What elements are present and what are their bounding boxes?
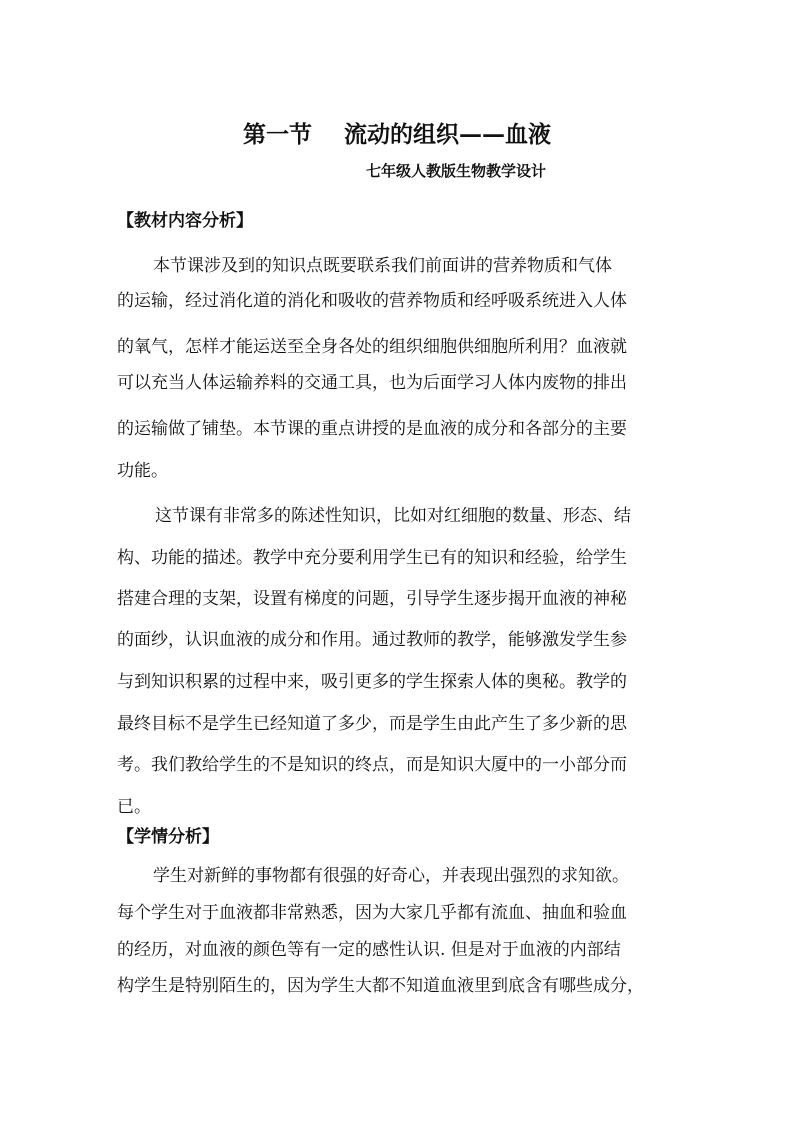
paragraph-line: 可以充当人体运输养料的交通工具，也为后面学习人体内废物的排出 bbox=[117, 373, 627, 393]
paragraph-line: 学生对新鲜的事物都有很强的好奇心，并表现出强烈的求知欲。 bbox=[153, 866, 629, 886]
paragraph-line: 的运输做了铺垫。本节课的重点讲授的是血液的成分和各部分的主要 bbox=[117, 419, 627, 439]
paragraph-line: 本节课涉及到的知识点既要联系我们前面讲的营养物质和气体 bbox=[153, 256, 612, 276]
section-heading-textbook-analysis: 【教材内容分析】 bbox=[117, 211, 253, 231]
paragraph-line: 的运输，经过消化道的消化和吸收的营养物质和经呼吸系统进入人体 bbox=[117, 291, 627, 311]
document-title: 第一节 流动的组织——血液 bbox=[242, 121, 552, 148]
paragraph-line: 与到知识积累的过程中来，吸引更多的学生探索人体的奥秘。教学的 bbox=[117, 672, 627, 692]
paragraph-line: 功能。 bbox=[117, 461, 168, 481]
paragraph-line: 构、功能的描述。教学中充分要利用学生已有的知识和经验，给学生 bbox=[117, 548, 627, 568]
paragraph-line: 搭建合理的支架，设置有梯度的问题，引导学生逐步揭开血液的神秘 bbox=[117, 589, 627, 609]
paragraph-line: 考。我们教给学生的不是知识的终点，而是知识大厦中的一小部分而 bbox=[117, 755, 627, 775]
section-heading-student-analysis: 【学情分析】 bbox=[117, 827, 219, 847]
paragraph-line: 的经历，对血液的颜色等有一定的感性认识. 但是对于血液的内部结 bbox=[117, 940, 621, 960]
paragraph-line: 的氧气，怎样才能运送至全身各处的组织细胞供细胞所利用？血液就 bbox=[117, 337, 627, 357]
paragraph-line: 构学生是特别陌生的，因为学生大都不知道血液里到底含有哪些成分， bbox=[117, 976, 644, 996]
paragraph-line: 每个学生对于血液都非常熟悉，因为大家几乎都有流血、抽血和验血 bbox=[117, 903, 627, 923]
paragraph-line: 最终目标不是学生已经知道了多少，而是学生由此产生了多少新的思 bbox=[117, 714, 627, 734]
paragraph-line: 已。 bbox=[117, 797, 151, 817]
paragraph-line: 这节课有非常多的陈述性知识，比如对红细胞的数量、形态、结 bbox=[155, 506, 631, 526]
document-subtitle: 七年级人教版生物教学设计 bbox=[366, 162, 547, 180]
paragraph-line: 的面纱，认识血液的成分和作用。通过教师的教学，能够激发学生参 bbox=[117, 630, 627, 650]
